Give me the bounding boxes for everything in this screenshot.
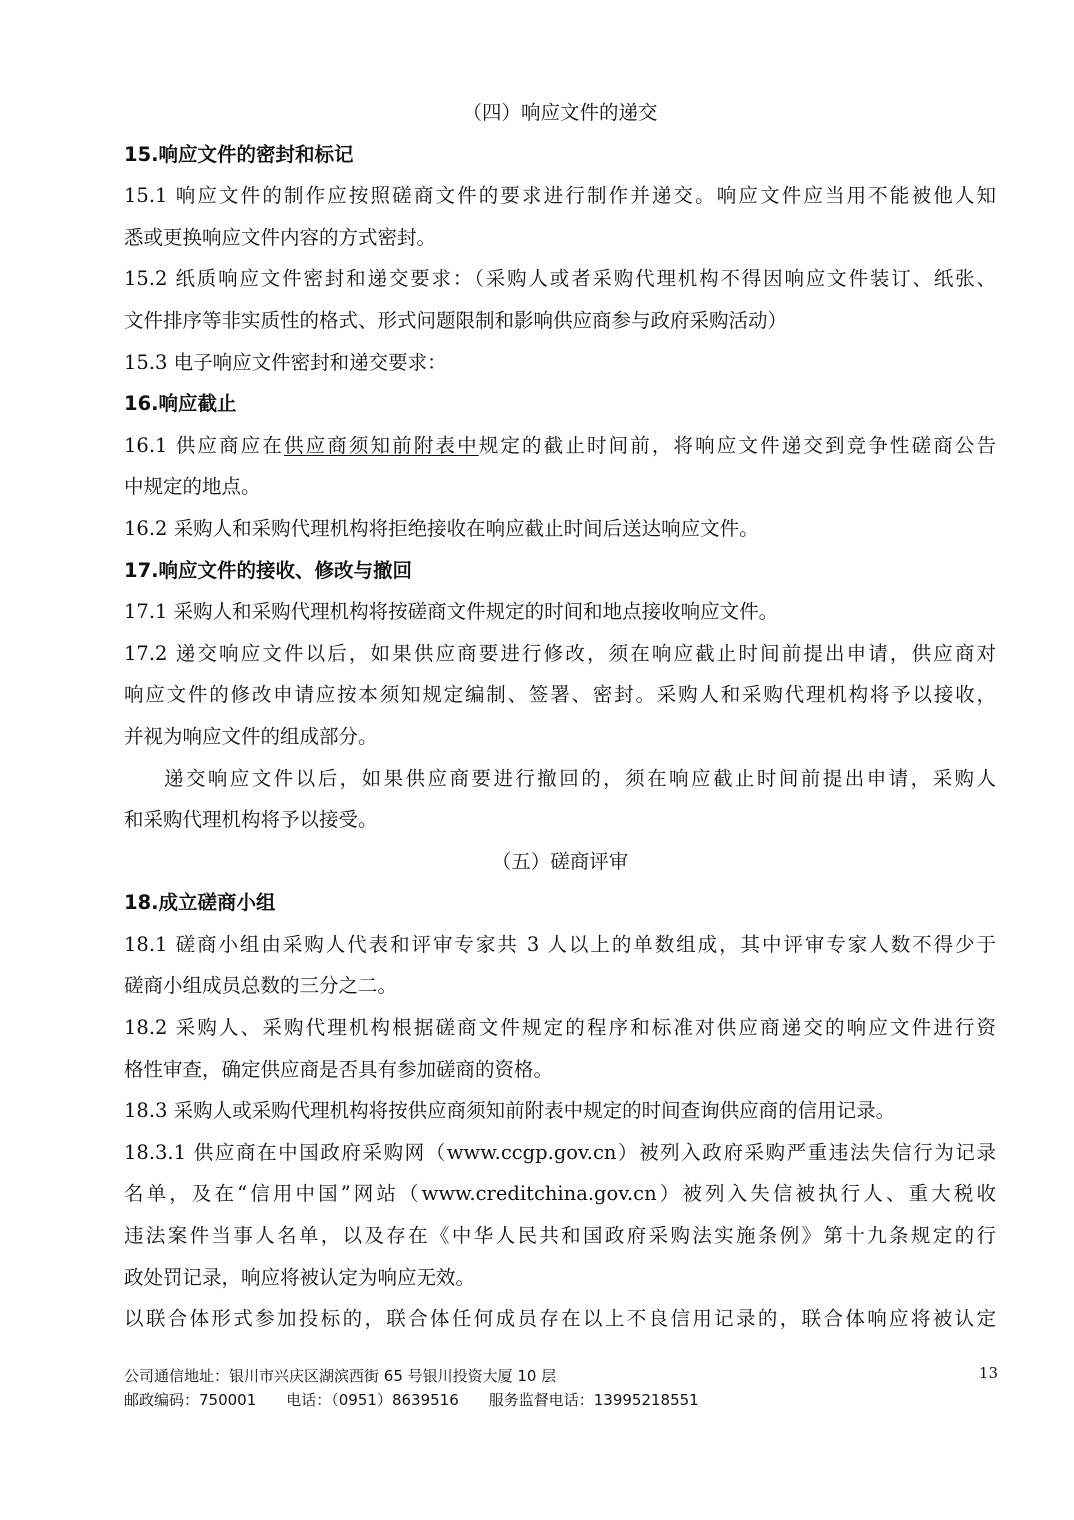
page-number: 13 — [978, 1364, 998, 1382]
clause-17-3-line-1: 递交响应文件以后，如果供应商要进行撤回的，须在响应截止时间前提出申请，采购人 — [164, 766, 996, 790]
clause-15-title: 15.响应文件的密封和标记 — [124, 142, 354, 166]
clause-18-3-1-line-5: 以联合体形式参加投标的，联合体任何成员存在以上不良信用记录的，联合体响应将被认定 — [124, 1307, 996, 1331]
clause-18-3-1-line-3: 违法案件当事人名单，以及存在《中华人民共和国政府采购法实施条例》第十九条规定的行 — [124, 1224, 996, 1248]
page-footer — [124, 1364, 998, 1412]
clause-18-2-line-1: 18.2 采购人、采购代理机构根据磋商文件规定的程序和标准对供应商递交的响应文件进行资 — [124, 1016, 996, 1040]
clause-17-2-line-1: 17.2 递交响应文件以后，如果供应商要进行修改，须在响应截止时间前提出申请，供应商对 — [124, 641, 996, 665]
clause-15-2-line-1: 15.2 纸质响应文件密封和递交要求：（采购人或者采购代理机构不得因响应文件装订、纸张、 — [124, 267, 996, 291]
clause-18-3: 18.3 采购人或采购代理机构将按供应商须知前附表中规定的时间查询供应商的信用记录。 — [124, 1099, 896, 1123]
clause-15-1-line-2: 悉或更换响应文件内容的方式密封。 — [124, 225, 437, 249]
clause-16-1-line-1 — [124, 425, 996, 467]
clause-17-title: 17.响应文件的接收、修改与撤回 — [124, 558, 413, 582]
clause-18-2-line-2: 格性审查，确定供应商是否具有参加磋商的资格。 — [124, 1057, 554, 1081]
section-heading-4: （四）响应文件的递交 — [462, 101, 658, 124]
clause-15-1-line-1: 15.1 响应文件的制作应按照磋商文件的要求进行制作并递交。响应文件应当用不能被他人知 — [124, 184, 996, 208]
clause-16-1-prefix: 16.1 供应商应在 — [124, 433, 284, 457]
clause-18-3-1-line-2: 名单，及在“信用中国”网站（www.creditchina.gov.cn）被列入失信被执行人、重大税收 — [124, 1182, 996, 1206]
reference-link-front-table: 供应商须知前附表中 — [283, 433, 479, 457]
footer-address: 公司通信地址：银川市兴庆区湖滨西街 65 号银川投资大厦 10 层 — [124, 1367, 557, 1385]
clause-17-2-line-3: 并视为响应文件的组成部分。 — [124, 724, 378, 748]
clause-17-3-line-2: 和采购代理机构将予以接受。 — [124, 808, 378, 832]
footer-postcode: 邮政编码：750001 — [124, 1391, 257, 1409]
footer-supervision-phone: 服务监督电话：13995218551 — [488, 1391, 699, 1409]
clause-18-3-1-line-4: 政处罚记录，响应将被认定为响应无效。 — [124, 1265, 476, 1289]
section-heading-5: （五）磋商评审 — [491, 849, 629, 873]
clause-15-2-line-2: 文件排序等非实质性的格式、形式问题限制和影响供应商参与政府采购活动） — [124, 308, 788, 332]
clause-18-title: 18.成立磋商小组 — [124, 891, 276, 915]
clause-17-2-line-2: 响应文件的修改申请应按本须知规定编制、签署、密封。采购人和采购代理机构将予以接收， — [124, 683, 996, 707]
clause-16-1-suffix: 规定的截止时间前，将响应文件递交到竞争性磋商公告 — [478, 433, 996, 457]
clause-17-1: 17.1 采购人和采购代理机构将按磋商文件规定的时间和地点接收响应文件。 — [124, 600, 779, 624]
clause-16-1-line-2: 中规定的地点。 — [124, 475, 261, 499]
page-body — [124, 92, 996, 1340]
clause-16-2: 16.2 采购人和采购代理机构将拒绝接收在响应截止时间后送达响应文件。 — [124, 516, 759, 540]
clause-15-3: 15.3 电子响应文件密封和递交要求： — [124, 350, 447, 374]
clause-18-1-line-1: 18.1 磋商小组由采购人代表和评审专家共 3 人以上的单数组成，其中评审专家人数不得少于 — [124, 932, 996, 956]
clause-18-3-1-line-1: 18.3.1 供应商在中国政府采购网（www.ccgp.gov.cn）被列入政府采购严重违法失信行为记录 — [124, 1140, 996, 1164]
footer-phone: 电话：（0951）8639516 — [286, 1391, 459, 1409]
clause-16-title: 16.响应截止 — [124, 392, 237, 416]
clause-18-1-line-2: 磋商小组成员总数的三分之二。 — [124, 974, 398, 998]
footer-contact-row — [124, 1388, 998, 1412]
